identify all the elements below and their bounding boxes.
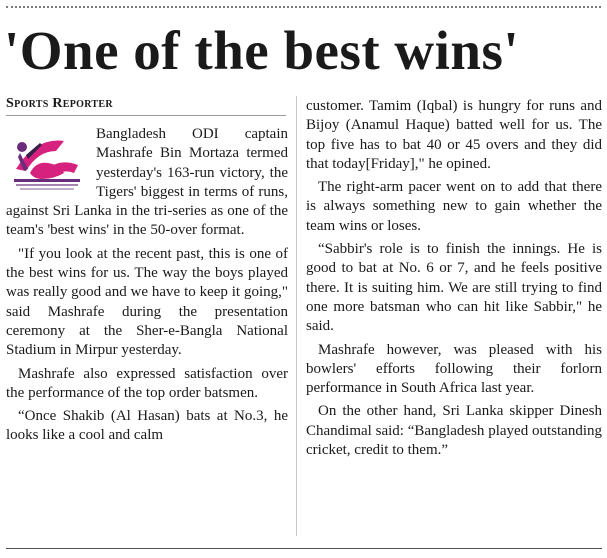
- paragraph: Bangladesh ODI captain Mashrafe Bin Mortaza termed yesterday's 163-run victory, the Tigers' biggest in terms of runs, against Sri Lanka in the tri-series as one of the team's 'best wins' in the 50-over format.: [6, 126, 288, 239]
- paragraph: “Sabbir's role is to finish the innings. He is good to bat at No. 6 or 7, and he feels positive there. It is suiting him. We are still trying to find one more batsman who can hit like Sabbir," he said.: [306, 241, 602, 335]
- bottom-rule: [6, 548, 602, 549]
- top-dotted-rule: [6, 6, 601, 12]
- article-column-right: [306, 97, 602, 464]
- tri-series-logo-icon: [6, 129, 88, 195]
- paragraph: "If you look at the recent past, this is one of the best wins for us. The way the boys played was really good and we have to keep it going," said Mashrafe during the presentation ceremony at the Sher-e-Bangla National Stadium in Mirpur yesterday.: [6, 245, 288, 359]
- paragraph: The right-arm pacer went on to add that there is always something new to gain whether the team wins or loses.: [306, 179, 602, 234]
- paragraph: Mashrafe also expressed satisfaction over the performance of the top order batsmen.: [6, 365, 288, 401]
- paragraph: “Once Shakib (Al Hasan) bats at No.3, he looks like a cool and calm: [6, 408, 288, 444]
- paragraph: On the other hand, Sri Lanka skipper Dinesh Chandimal said: “Bangladesh played outstanding cricket, credit to them.”: [306, 403, 602, 459]
- column-divider: [296, 96, 297, 536]
- headline: 'One of the best wins': [4, 20, 520, 81]
- paragraph: Mashrafe however, was pleased with his bowlers' efforts following their forlorn performance in South Africa last year.: [306, 341, 602, 397]
- article-column-left: [6, 97, 288, 450]
- paragraph: customer. Tamim (Iqbal) is hungry for runs and Bijoy (Anamul Haque) batted well for us. The top five has to bat 40 or 45 overs and they did that today[Friday]," he opined.: [306, 98, 602, 172]
- byline: Sports Reporter: [6, 96, 113, 111]
